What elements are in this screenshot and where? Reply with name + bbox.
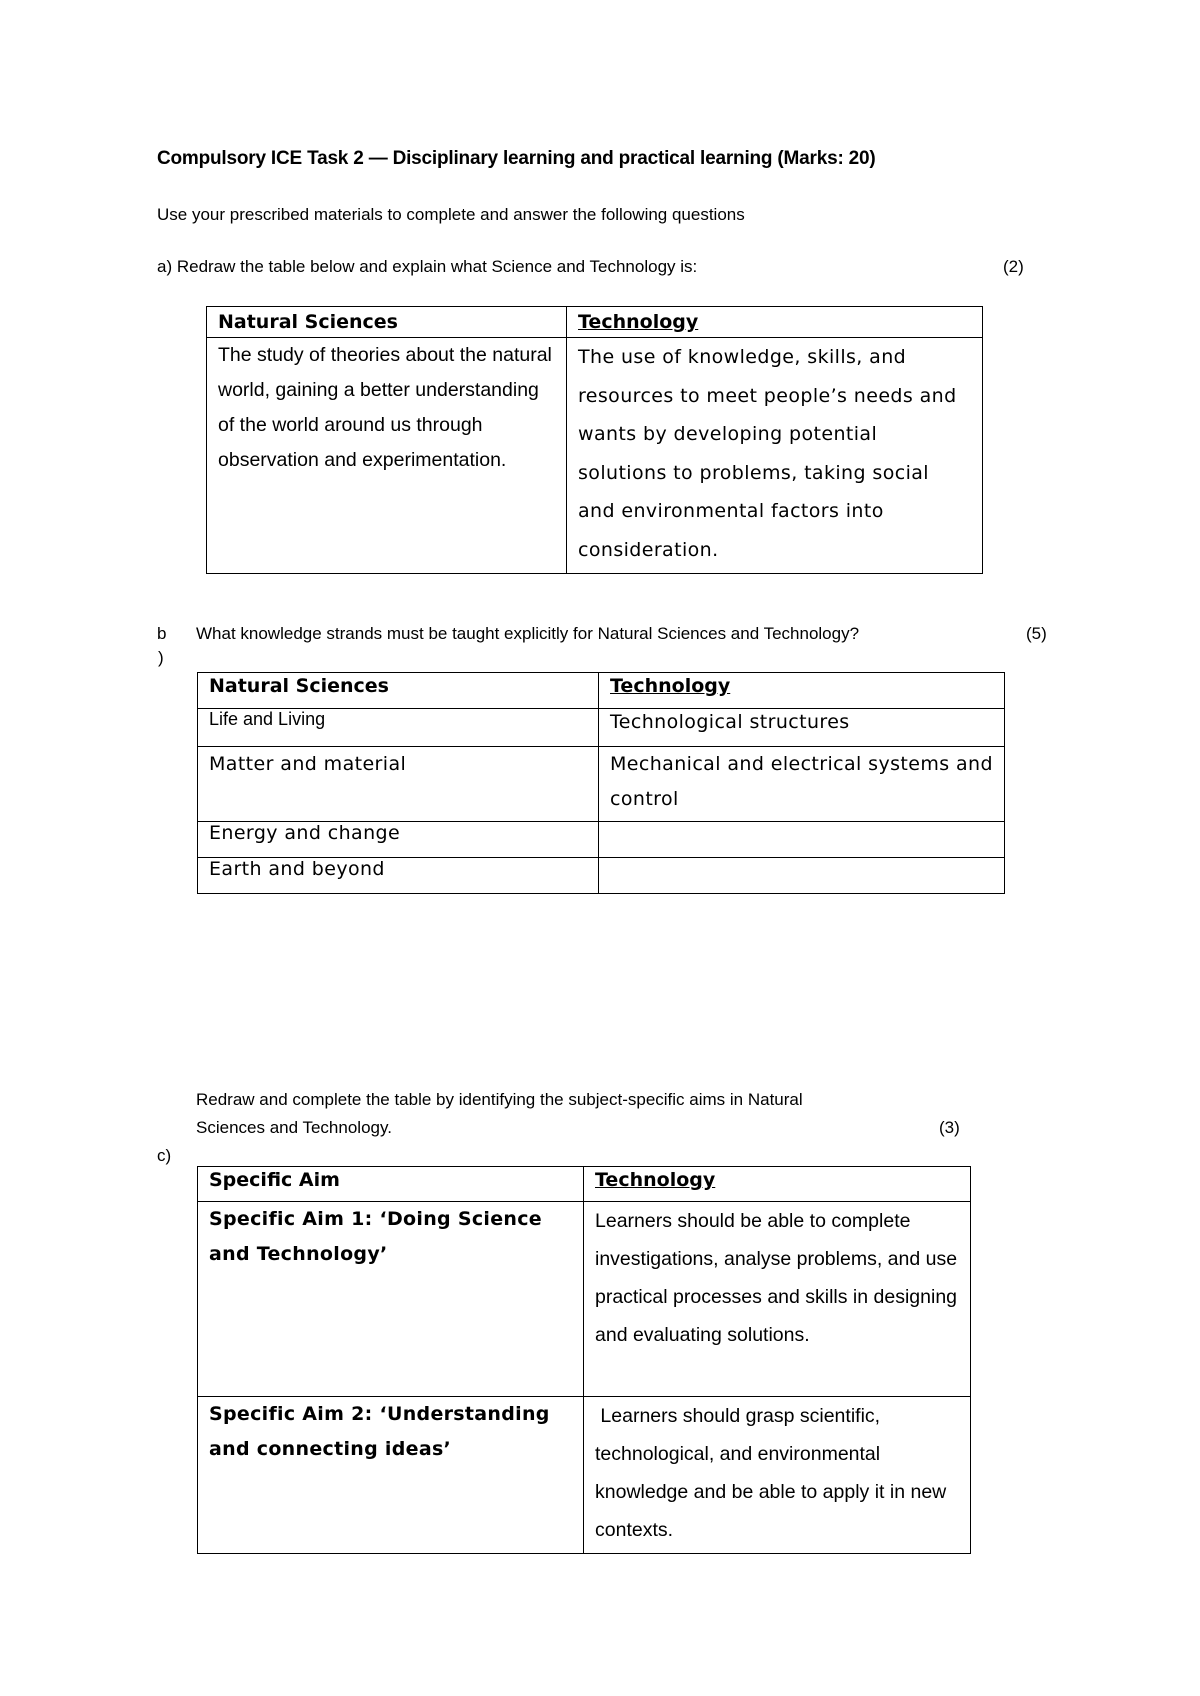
question-c-label: c) xyxy=(157,1146,172,1165)
table-a-cell-technology: The use of knowledge, skills, and resources to meet people’s needs and wants by developing potential solutions to problems, taking social and environmental factors into consideration. xyxy=(567,338,983,574)
table-c-header-technology xyxy=(584,1167,971,1202)
table-row xyxy=(198,1167,971,1202)
table-row xyxy=(198,673,1005,709)
table-b-cell-tech-2: Mechanical and electrical systems and control xyxy=(599,747,1005,822)
question-b-label-paren: ) xyxy=(158,648,164,667)
table-b-cell-ns-4: Earth and beyond xyxy=(198,858,599,894)
question-b-marks: (5) xyxy=(1026,624,1047,643)
table-b xyxy=(197,672,1005,894)
table-a-header-technology xyxy=(567,307,983,338)
question-c-text-line2: Sciences and Technology. xyxy=(196,1118,392,1137)
table-c-header-specific-aim: Specific Aim xyxy=(198,1167,584,1202)
question-b-text: What knowledge strands must be taught explicitly for Natural Sciences and Technology? xyxy=(196,624,860,643)
table-b-cell-ns-2: Matter and material xyxy=(198,747,599,822)
table-c-cell-aim-1: Specific Aim 1: ‘Doing Science and Technology’ xyxy=(198,1202,584,1397)
question-b-label: b xyxy=(157,624,167,643)
table-b-cell-ns-3: Energy and change xyxy=(198,822,599,858)
page-title: Compulsory ICE Task 2 — Disciplinary learning and practical learning (Marks: 20) xyxy=(157,148,876,169)
table-b-cell-tech-3 xyxy=(599,822,1005,858)
table-b-cell-tech-4 xyxy=(599,858,1005,894)
table-a-cell-natural-sciences: The study of theories about the natural world, gaining a better understanding of the world around us through observation and experimentation. xyxy=(207,338,567,574)
table-b-cell-tech-1: Technological structures xyxy=(599,709,1005,747)
table-a-header-natural-sciences: Natural Sciences xyxy=(207,307,567,338)
table-row xyxy=(207,307,983,338)
table-row xyxy=(207,338,983,574)
table-b-header-natural-sciences: Natural Sciences xyxy=(198,673,599,709)
table-b-header-technology xyxy=(599,673,1005,709)
question-c-text-line1: Redraw and complete the table by identifying the subject-specific aims in Natural xyxy=(196,1090,803,1109)
question-c-marks: (3) xyxy=(939,1118,960,1137)
table-c xyxy=(197,1166,971,1554)
question-a-text: a) Redraw the table below and explain what Science and Technology is: xyxy=(157,257,698,276)
table-row xyxy=(198,858,1005,894)
table-b-header-technology-label: Technology xyxy=(610,675,731,697)
table-c-cell-tech-1: Learners should be able to complete investigations, analyse problems, and use practical processes and skills in designing and evaluating solutions. xyxy=(584,1202,971,1397)
table-row xyxy=(198,747,1005,822)
table-b-cell-ns-1: Life and Living xyxy=(198,709,599,747)
table-c-header-technology-label: Technology xyxy=(595,1169,716,1191)
table-a xyxy=(206,306,983,574)
table-row xyxy=(198,822,1005,858)
table-row xyxy=(198,1397,971,1554)
table-row xyxy=(198,709,1005,747)
table-a-header-technology-label: Technology xyxy=(578,311,699,333)
intro-text: Use your prescribed materials to complete and answer the following questions xyxy=(157,205,745,224)
question-a-marks: (2) xyxy=(1003,257,1024,276)
table-c-cell-aim-2: Specific Aim 2: ‘Understanding and connecting ideas’ xyxy=(198,1397,584,1554)
table-c-cell-tech-2: Learners should grasp scientific, technological, and environmental knowledge and be able to apply it in new contexts. xyxy=(584,1397,971,1554)
table-row xyxy=(198,1202,971,1397)
